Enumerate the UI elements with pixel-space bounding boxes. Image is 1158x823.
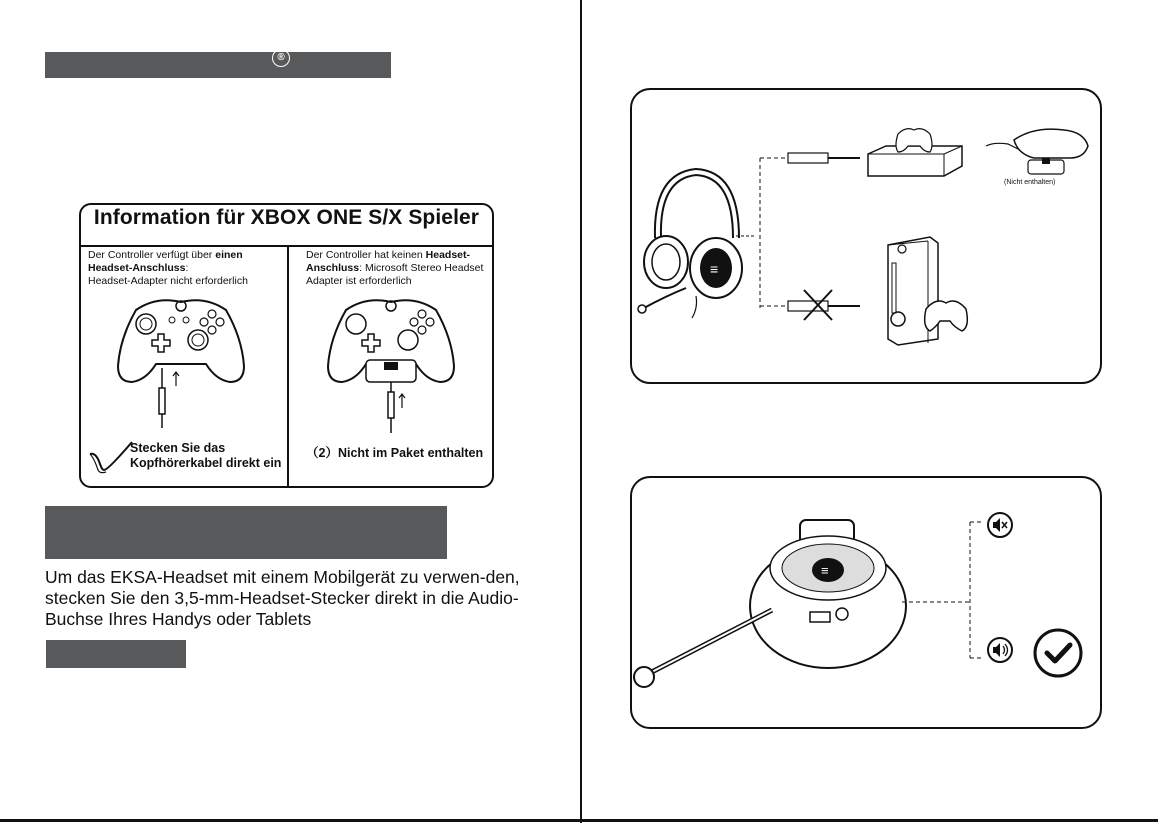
volume-icon <box>986 636 1014 664</box>
not-included-label: (Nicht enthalten) <box>1004 179 1056 186</box>
page-fold-line <box>580 0 582 823</box>
right-column-text: Der Controller hat keinen Headset- Anschluss: Microsoft Stereo Headset Adapter ist erforderlich <box>306 249 484 287</box>
divider-vertical <box>287 245 289 486</box>
caption-direct-plug: Stecken Sie das Kopfhörerkabel direkt ein <box>130 441 282 470</box>
headset-icon <box>636 168 756 318</box>
xbox-controller-icon <box>116 288 246 428</box>
xbox-info-title: Information für XBOX ONE S/X Spieler <box>93 206 480 229</box>
section-heading-bar-1 <box>45 52 391 78</box>
svg-text:≡: ≡ <box>710 261 719 277</box>
control-dashed-lines <box>900 512 972 664</box>
registered-mark: ® <box>272 49 290 67</box>
xbox-controller-adapter-icon <box>326 288 456 433</box>
xbox-360-console-icon <box>884 235 974 347</box>
earcup-closeup-icon <box>632 516 912 696</box>
mobile-instructions-text: Um das EKSA-Headset mit einem Mobilgerät zu verwen-den, stecken Sie den 3,5-mm-Headset-Stecker direkt in die Audio-Buchse Ihres Handys oder Tablets <box>45 567 520 629</box>
check-icon <box>88 440 134 474</box>
caption-not-included: （2）Nicht im Paket enthalten <box>306 446 484 460</box>
page-bottom-line <box>0 819 1158 822</box>
left-column-text: Der Controller verfügt über einen Headset-Anschluss: Headset-Adapter nicht erforderlich <box>88 249 248 287</box>
section-heading-bar-3 <box>46 640 186 668</box>
xbox-one-console-icon <box>866 124 966 179</box>
mute-icon <box>986 511 1014 539</box>
svg-text:≡: ≡ <box>821 563 829 578</box>
controller-with-adapter-icon <box>984 122 1094 180</box>
checkmark-circle-icon <box>1032 627 1084 679</box>
cable-connection-lines <box>756 152 866 312</box>
section-heading-bar-2 <box>45 506 447 559</box>
